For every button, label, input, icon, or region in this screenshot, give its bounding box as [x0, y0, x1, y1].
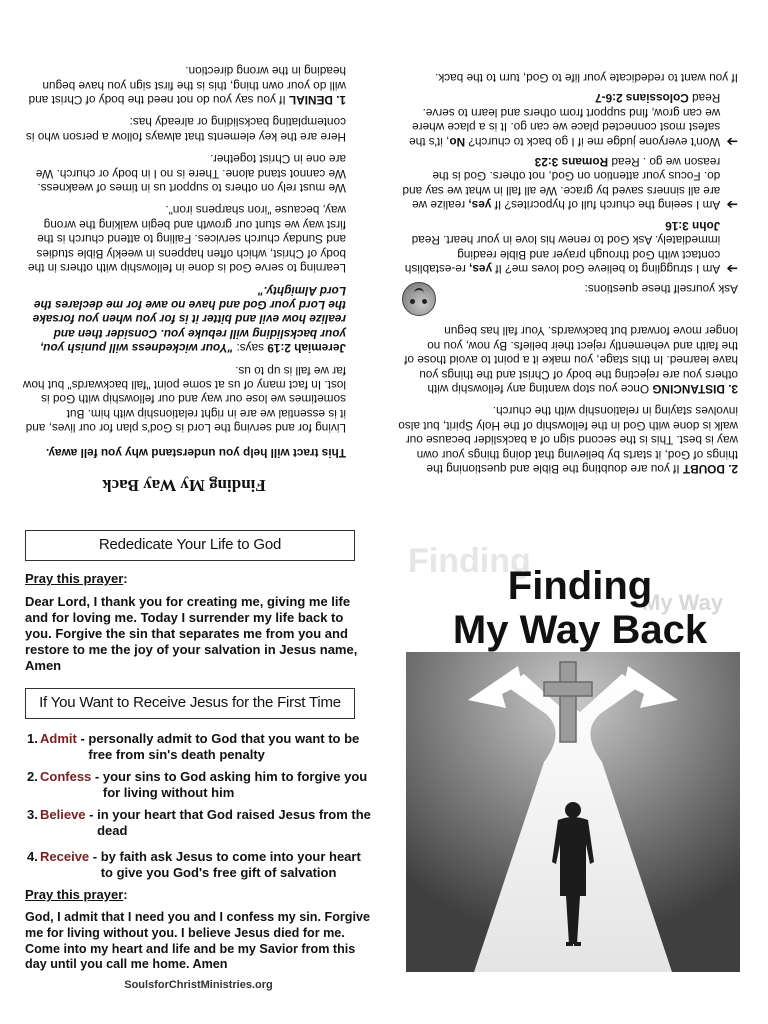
jeremiah-ref: Jeremiah 2:19	[267, 341, 346, 356]
ghost-myway-text: My Way	[642, 590, 724, 615]
step-number: 3.	[27, 807, 38, 822]
key-elements-paragraph: Here are the key elements that always follow a person who is contemplating backsliding or already has:	[26, 115, 346, 144]
step-dash: -	[89, 849, 101, 864]
q2-rest: realize we are all sinners saved by grace. We all fall in what we say and do. Focus your attention on God, not others. God is the reason we go . Read	[402, 155, 721, 213]
q3-start: Won't everyone judge me if I go back to church?	[465, 134, 721, 149]
back-panel-prayers	[0, 512, 400, 1024]
step-admit	[27, 731, 372, 763]
rededication-prayer: Dear Lord, I thank you for creating me, giving me life and for loving me. Today I surrender my life back to you. Forgive the sin that separates me from you and restore to me the joy of your salvation in Jesus name, Amen	[25, 594, 358, 673]
question-text	[394, 155, 720, 213]
rely-paragraph: We must rely on others to support us in times of weakness. We cannot stand alone. There is no I in body or church. We are one in Christ together.	[35, 152, 346, 196]
salvation-prayer: God, I admit that I need you and I confess my sin. Forgive me for living without you. I believe Jesus died for me. Come into my heart and life and be my Savior from this day until you call me home. Amen	[25, 910, 370, 972]
cover-title-line2: My Way Back	[452, 608, 708, 652]
distancing-text: Once you stop wanting any fellowship with others you are rejecting the body of Christ and the things you have learned. In this stage, you make it a point to avoid those of the faith and vehemently reject their beliefs. By now, you no longer move forward but backwards. Your fall has begun	[404, 324, 738, 396]
step-dash: -	[76, 731, 89, 746]
q2-ref: Romans 3:23	[534, 155, 609, 170]
step-confess	[27, 769, 372, 801]
step-number: 1.	[27, 731, 38, 746]
q3-no: No	[449, 134, 466, 149]
pray-label-text: Pray this prayer	[25, 887, 124, 902]
cover-title-line1: Finding	[507, 564, 653, 608]
doubt-text: If you are doubting the Bible and questioning the things of God, it starts by believing that doing things your own way is best. This is the second sign of a backslider because our walk is done with God in the fellowship of the Holy Spirit, but also involves staying in relationship with the church.	[398, 404, 738, 476]
tract-title: Finding My Way Back	[102, 476, 266, 495]
crossroads-illustration	[406, 652, 740, 972]
step-word: Confess	[40, 769, 92, 784]
jeremiah-verse	[22, 283, 346, 355]
question-text	[394, 218, 720, 276]
step-text: in your heart that God raised Jesus from the dead	[97, 807, 371, 838]
step-text: personally admit to God that you want to be free from sin's death penalty	[88, 731, 360, 762]
salvation-steps	[25, 731, 372, 881]
arrow-right-icon: ➔	[726, 197, 738, 214]
q1-start: Am I struggling to believe God loves me? If	[492, 261, 721, 276]
step-word: Admit	[40, 731, 77, 746]
step-receive	[27, 849, 372, 881]
question-item	[394, 218, 738, 276]
step-text: your sins to God asking him to forgive you for living without him	[102, 769, 368, 800]
front-cover	[400, 512, 768, 1024]
distancing-label: 3. DISTANCING	[652, 381, 738, 396]
q3-ref: Colossians 2:6-7	[595, 91, 689, 106]
website-url: SoulsforChristMinistries.org	[124, 979, 273, 992]
tract-intro: Living for and serving the Lord is God's plan for our lives, and it is essential we are in right relationship with him. But sometimes we lose our way and our fellowship with God is lost. In fact many of us at some point "fall backwards" but how far we fall is up to us.	[22, 363, 346, 436]
tract-lead: This tract will help you understand why you fell away.	[45, 445, 346, 460]
closing-line: If you want to rededicate your life to God, turn to the back.	[435, 71, 738, 86]
pray-label-text: Pray this prayer	[25, 571, 124, 586]
step-word: Believe	[40, 807, 86, 822]
worried-face-icon	[402, 282, 436, 316]
rededicate-heading: Rededicate Your Life to God	[25, 530, 355, 561]
denial-text: If you say you do not need the body of Christ and will do your own thing, this is the first sign you have begun heading in the wrong direction.	[28, 64, 346, 108]
distancing-paragraph	[394, 324, 738, 396]
pray-label-2: Pray this prayer:	[25, 887, 128, 902]
q1-ref: John 3:16	[665, 218, 721, 233]
step-believe	[27, 807, 372, 839]
step-number: 2.	[27, 769, 38, 784]
q1-rest: re-establish contact with God through prayer and Bible reading immediately. Ask God to renew his love in your heart. Read	[404, 233, 721, 276]
question-text	[394, 91, 720, 149]
jeremiah-quote: "Your wickedness will punish you, your backsliding will rebuke you. Consider then and realize how evil and bitter it is for you when you forsake the Lord your God and have no awe for me declares the Lord Almighty."	[32, 283, 346, 356]
ghost-finding-text: Finding	[408, 542, 531, 580]
step-word: Receive	[40, 849, 90, 864]
receive-heading: If You Want to Receive Jesus for the First Time	[25, 688, 355, 719]
q3-rest: , it's the safest most connected place we can go. It is a place where we can grow, find support from others and learn to serve. Read	[409, 91, 721, 149]
jeremiah-says: says:	[233, 341, 268, 356]
question-item	[394, 91, 738, 149]
step-dash: -	[91, 769, 103, 784]
arrow-right-icon: ➔	[726, 260, 738, 277]
q1-yes: yes,	[469, 261, 493, 276]
tract-panel-intro	[0, 0, 368, 512]
fellowship-paragraph: Learning to serve God is done in fellowship with others in the body of Christ, which often happens in weekly Bible studies and Sunday church services. Failing to attend church is the first way we stunt our growth and begin walking the wrong way, because "iron sharpens iron".	[27, 203, 346, 276]
tract-panel-signs	[368, 0, 768, 512]
q2-start: Am I seeing the church full of hypocrites? If	[491, 198, 721, 213]
step-dash: -	[85, 807, 98, 822]
doubt-label: 2. DOUBT	[682, 462, 738, 476]
doubt-paragraph	[394, 404, 738, 476]
q2-yes: yes,	[468, 198, 492, 213]
cover-title	[430, 564, 730, 652]
denial-paragraph	[22, 64, 346, 107]
step-text: by faith ask Jesus to come into your heart to give you God's free gift of salvation	[100, 849, 361, 880]
arrow-right-icon: ➔	[726, 133, 738, 150]
denial-label: 1. DENIAL	[288, 93, 346, 108]
question-item	[394, 155, 738, 213]
ask-yourself-row	[394, 282, 738, 316]
step-number: 4.	[27, 849, 38, 864]
pray-label: Pray this prayer:	[25, 571, 128, 586]
ask-yourself: Ask yourself these questions:	[584, 282, 738, 297]
